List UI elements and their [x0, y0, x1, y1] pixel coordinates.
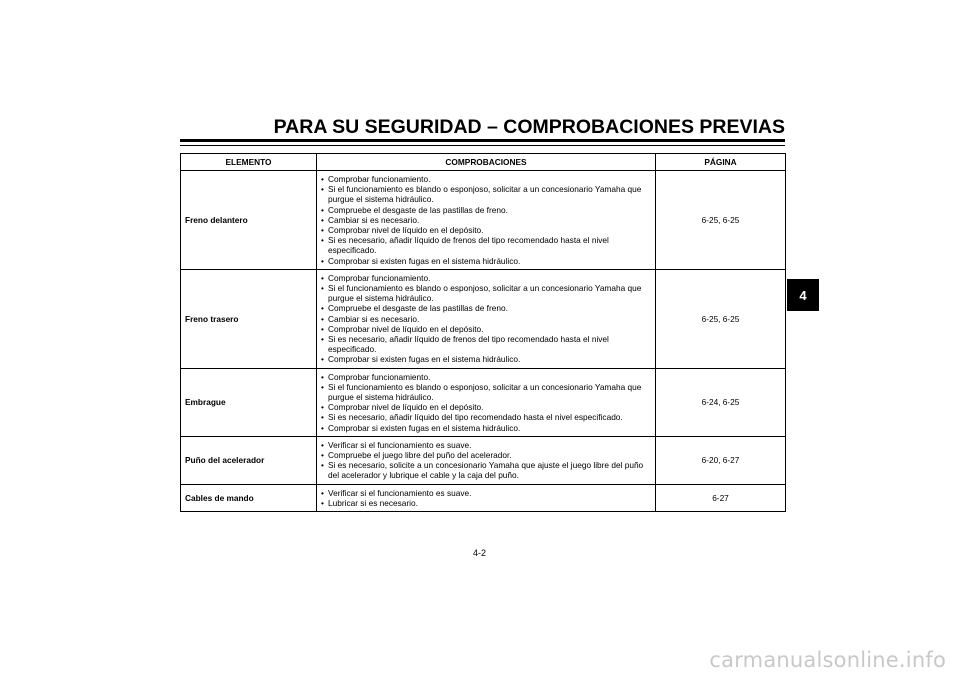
check-item: • Comprobar funcionamiento.	[321, 273, 651, 283]
column-header-element: ELEMENTO	[181, 154, 317, 171]
check-item: • Comprobar nivel de líquido en el depósito.	[321, 225, 651, 235]
check-item: • Compruebe el desgaste de las pastillas de freno.	[321, 205, 651, 215]
table-row	[181, 436, 786, 484]
watermark: carmanualsonline.info	[709, 648, 946, 672]
element-cell: Cables de mando	[181, 484, 317, 511]
pre-ride-check-table	[180, 153, 786, 512]
check-item: • Si el funcionamiento es blando o esponjoso, solicitar a un concesionario Yamaha que purgue el sistema hidráulico.	[321, 283, 651, 303]
column-header-checks: COMPROBACIONES	[317, 154, 656, 171]
page-number: 4-2	[473, 548, 487, 558]
page-reference-cell: 6-20, 6-27	[656, 436, 786, 484]
check-item: • Si es necesario, añadir líquido de frenos del tipo recomendado hasta el nivel especificado.	[321, 235, 651, 255]
check-item: • Cambiar si es necesario.	[321, 314, 651, 324]
check-item: • Lubricar si es necesario.	[321, 498, 651, 508]
table-row	[181, 368, 786, 436]
element-cell: Embrague	[181, 368, 317, 436]
check-item: • Si es necesario, añadir líquido de frenos del tipo recomendado hasta el nivel especificado.	[321, 334, 651, 354]
table-row	[181, 171, 786, 270]
page-reference-cell: 6-27	[656, 484, 786, 511]
page-reference-cell: 6-24, 6-25	[656, 368, 786, 436]
checks-cell	[317, 436, 656, 484]
checks-cell	[317, 269, 656, 368]
check-item: • Verificar si el funcionamiento es suave.	[321, 440, 651, 450]
page-title: PARA SU SEGURIDAD – COMPROBACIONES PREVIAS	[273, 116, 785, 138]
checks-list	[321, 440, 651, 481]
title-rule-thin	[180, 145, 785, 146]
check-item: • Cambiar si es necesario.	[321, 215, 651, 225]
checks-cell	[317, 484, 656, 511]
checks-list	[321, 273, 651, 365]
check-item: • Si el funcionamiento es blando o esponjoso, solicitar a un concesionario Yamaha que purgue el sistema hidráulico.	[321, 184, 651, 204]
page-reference-cell: 6-25, 6-25	[656, 269, 786, 368]
table-row	[181, 484, 786, 511]
check-item: • Si es necesario, solicite a un concesionario Yamaha que ajuste el juego libre del puño del acelerador y lubrique el cable y la caja del puño.	[321, 460, 651, 480]
page-reference-cell: 6-25, 6-25	[656, 171, 786, 270]
check-item: • Compruebe el juego libre del puño del acelerador.	[321, 450, 651, 460]
checks-list	[321, 372, 651, 433]
check-item: • Si es necesario, añadir líquido del tipo recomendado hasta el nivel especificado.	[321, 412, 651, 422]
chapter-tab: 4	[787, 279, 819, 311]
checks-cell	[317, 368, 656, 436]
checks-list	[321, 488, 651, 508]
check-item: • Comprobar funcionamiento.	[321, 372, 651, 382]
element-cell: Freno delantero	[181, 171, 317, 270]
check-item: • Comprobar si existen fugas en el sistema hidráulico.	[321, 354, 651, 364]
check-item: • Comprobar funcionamiento.	[321, 174, 651, 184]
element-cell: Puño del acelerador	[181, 436, 317, 484]
check-item: • Comprobar nivel de líquido en el depósito.	[321, 402, 651, 412]
checks-cell	[317, 171, 656, 270]
check-item: • Comprobar si existen fugas en el sistema hidráulico.	[321, 423, 651, 433]
table-header-row	[181, 154, 786, 171]
check-item: • Verificar si el funcionamiento es suave.	[321, 488, 651, 498]
element-cell: Freno trasero	[181, 269, 317, 368]
title-rule-thick	[180, 139, 785, 142]
check-item: • Comprobar si existen fugas en el sistema hidráulico.	[321, 256, 651, 266]
table-row	[181, 269, 786, 368]
check-item: • Comprobar nivel de líquido en el depósito.	[321, 324, 651, 334]
column-header-page: PÁGINA	[656, 154, 786, 171]
checks-list	[321, 174, 651, 266]
check-item: • Compruebe el desgaste de las pastillas de freno.	[321, 303, 651, 313]
check-item: • Si el funcionamiento es blando o esponjoso, solicitar a un concesionario Yamaha que purgue el sistema hidráulico.	[321, 382, 651, 402]
